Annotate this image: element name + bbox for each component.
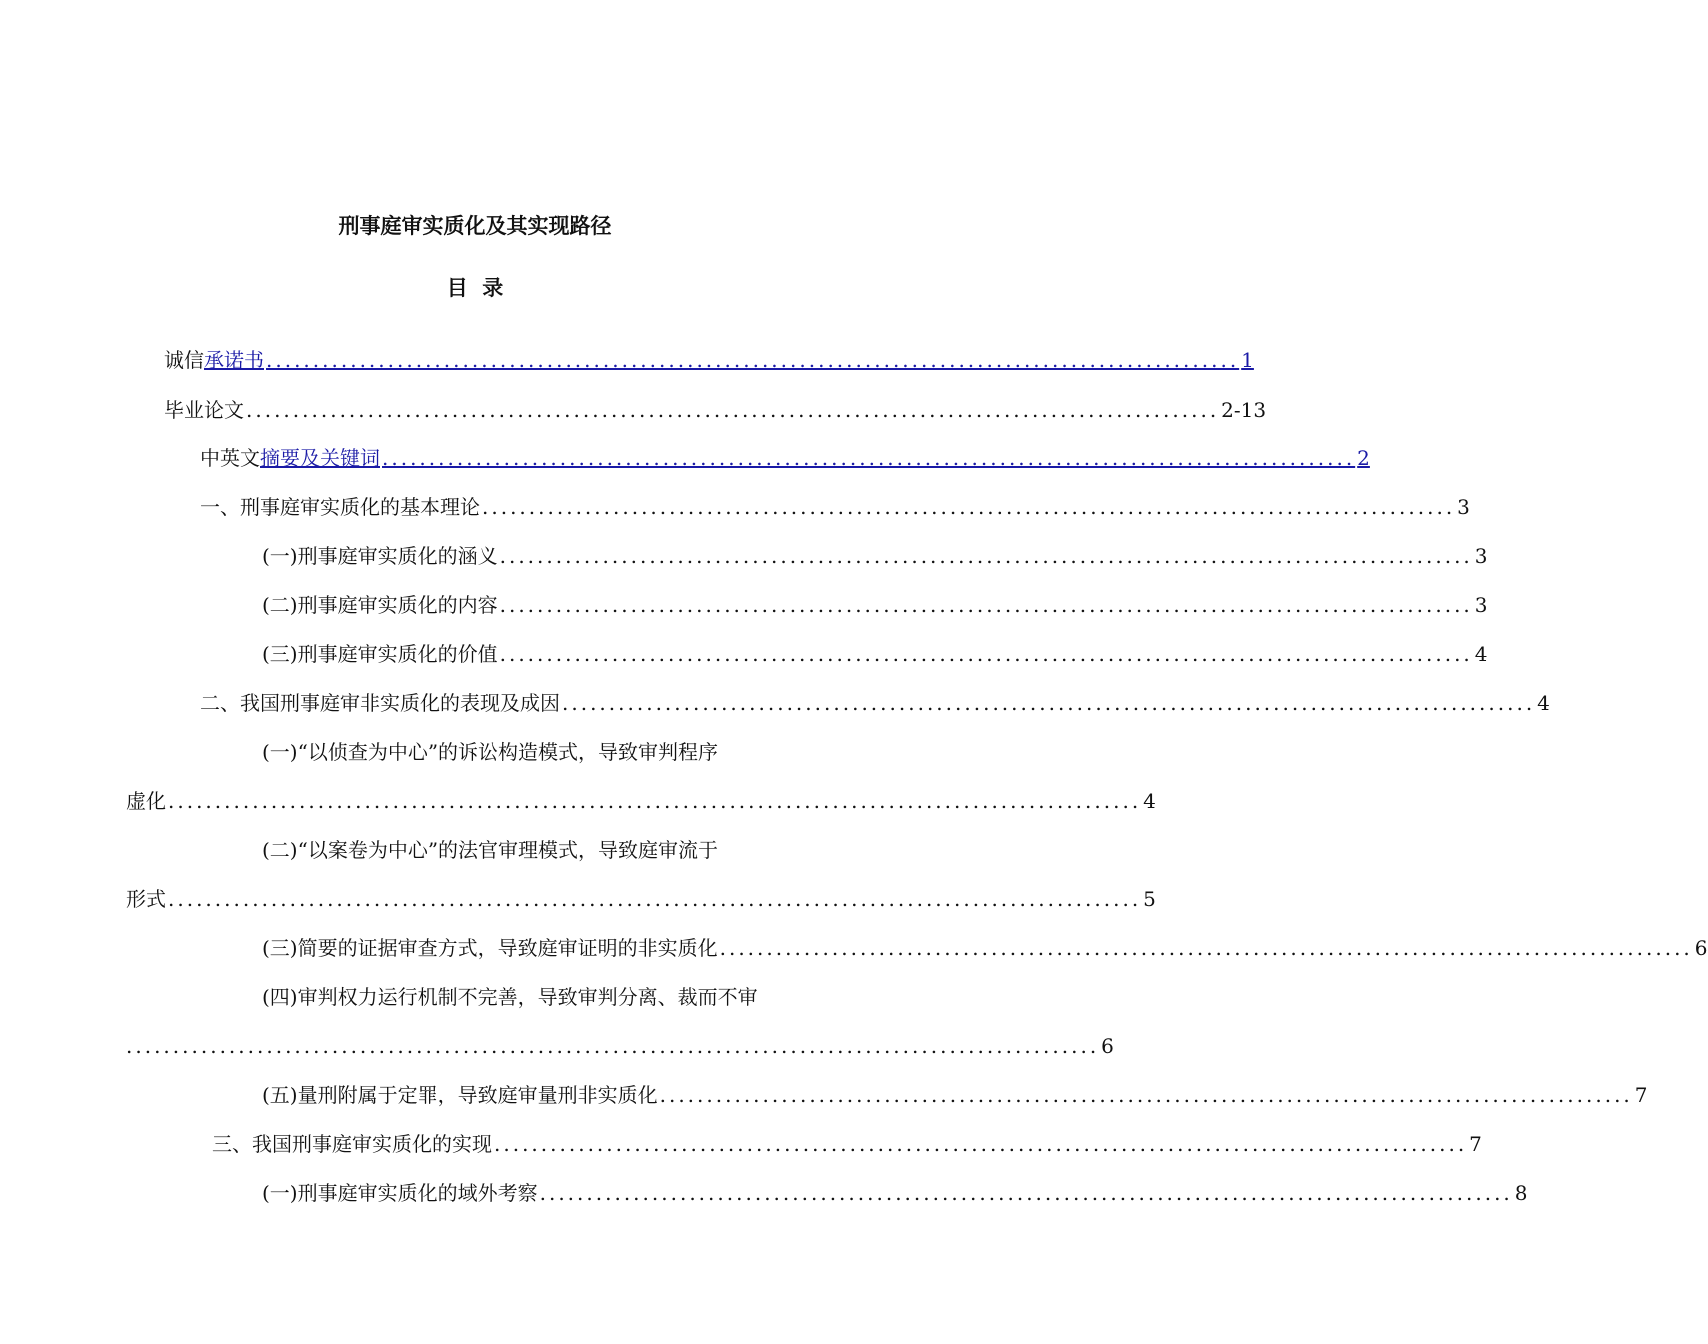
- toc-leader-dots: ........................................................................................................: [499, 593, 1473, 617]
- toc-entry-section-2-2[interactable]: [126, 885, 1156, 913]
- toc-page-number: 2: [1357, 446, 1370, 470]
- toc-leader-dots: ........................................................................................................: [494, 1132, 1468, 1156]
- toc-entry-section-2-5[interactable]: [262, 1081, 1648, 1109]
- toc-page-number: 6: [1694, 936, 1708, 960]
- toc-entry-chapter-1[interactable]: [200, 493, 1470, 521]
- document-title: 刑事庭审实质化及其实现路径: [338, 214, 612, 238]
- toc-entry-section-2-4[interactable]: [126, 1032, 1114, 1060]
- toc-entry-text: (三)刑事庭审实质化的价值: [262, 642, 498, 666]
- toc-page-number: 3: [1474, 544, 1488, 568]
- toc-entry-text: 虚化: [126, 789, 166, 813]
- toc-entry-text: (一)刑事庭审实质化的涵义: [262, 544, 498, 568]
- toc-entry-text: 中英文摘要及关键词: [200, 446, 380, 470]
- toc-leader-dots: ........................................................................................................: [482, 495, 1456, 519]
- toc-entry-section-2-1-line1[interactable]: (一)“以侦查为中心”的诉讼构造模式，导致审判程序: [262, 740, 719, 764]
- toc-entry-section-2-2-line1[interactable]: (二)“以案卷为中心”的法官审理模式，导致庭审流于: [262, 838, 719, 862]
- toc-entry-section-1-3[interactable]: [262, 640, 1488, 668]
- toc-entry-section-2-3[interactable]: [262, 934, 1708, 962]
- toc-entry-text: 诚信承诺书: [164, 348, 264, 372]
- toc-entry-chapter-3[interactable]: [212, 1130, 1482, 1158]
- toc-leader-dots: ........................................................................................................: [168, 789, 1142, 813]
- toc-entry-text: 形式: [126, 887, 166, 911]
- toc-entry-section-3-1[interactable]: [262, 1179, 1528, 1207]
- toc-entry-text: 毕业论文: [164, 398, 244, 422]
- toc-entry-text: 三、我国刑事庭审实质化的实现: [212, 1132, 492, 1156]
- toc-leader-dots: ........................................................................................................: [499, 642, 1473, 666]
- toc-page-number: 4: [1474, 642, 1488, 666]
- toc-entry-integrity-pledge[interactable]: [164, 346, 1254, 374]
- toc-page-number: 7: [1634, 1083, 1648, 1107]
- toc-entry-section-2-1[interactable]: [126, 787, 1156, 815]
- toc-page-number: 6: [1101, 1034, 1114, 1058]
- toc-leader-dots: ........................................................................................................: [562, 691, 1536, 715]
- toc-entry-section-2-4-line1[interactable]: (四)审判权力运行机制不完善，导致审判分离、裁而不审: [262, 985, 758, 1009]
- toc-entry-text: 二、我国刑事庭审非实质化的表现及成因: [200, 691, 560, 715]
- toc-entry-section-1-2[interactable]: [262, 591, 1488, 619]
- toc-entry-section-1-1[interactable]: [262, 542, 1488, 570]
- toc-entry-abstract[interactable]: [200, 444, 1370, 472]
- toc-heading: 目 录: [446, 276, 504, 300]
- toc-entry-text: 一、刑事庭审实质化的基本理论: [200, 495, 480, 519]
- toc-entry-chapter-2[interactable]: [200, 689, 1550, 717]
- toc-page-number: 3: [1457, 495, 1470, 519]
- toc-leader-dots: ........................................................................................................: [719, 936, 1693, 960]
- toc-page-number: 4: [1537, 691, 1550, 715]
- toc-page-number: 4: [1143, 789, 1156, 813]
- toc-page-number: 1: [1241, 348, 1254, 372]
- toc-page-number: 2-13: [1221, 398, 1267, 422]
- toc-leader-dots: ........................................................................................................: [659, 1083, 1633, 1107]
- toc-page-number: 5: [1143, 887, 1156, 911]
- toc-leader-dots: ........................................................................................................: [499, 544, 1473, 568]
- toc-page-number: 7: [1469, 1132, 1482, 1156]
- toc-entry-text: (一)刑事庭审实质化的域外考察: [262, 1181, 538, 1205]
- toc-leader-dots: ........................................................................................................: [246, 398, 1220, 422]
- toc-page-number: 3: [1474, 593, 1488, 617]
- toc-entry-text: (三)简要的证据审查方式，导致庭审证明的非实质化: [262, 936, 718, 960]
- toc-leader-dots: ........................................................................................................: [382, 446, 1356, 470]
- toc-entry-text: (五)量刑附属于定罪，导致庭审量刑非实质化: [262, 1083, 658, 1107]
- toc-leader-dots: ........................................................................................................: [126, 1034, 1100, 1058]
- toc-page-number: 8: [1514, 1181, 1528, 1205]
- toc-leader-dots: ........................................................................................................: [539, 1181, 1513, 1205]
- toc-leader-dots: ........................................................................................................: [266, 348, 1240, 372]
- toc-entry-thesis[interactable]: [164, 396, 1267, 424]
- toc-entry-text: (二)刑事庭审实质化的内容: [262, 593, 498, 617]
- toc-leader-dots: ........................................................................................................: [168, 887, 1142, 911]
